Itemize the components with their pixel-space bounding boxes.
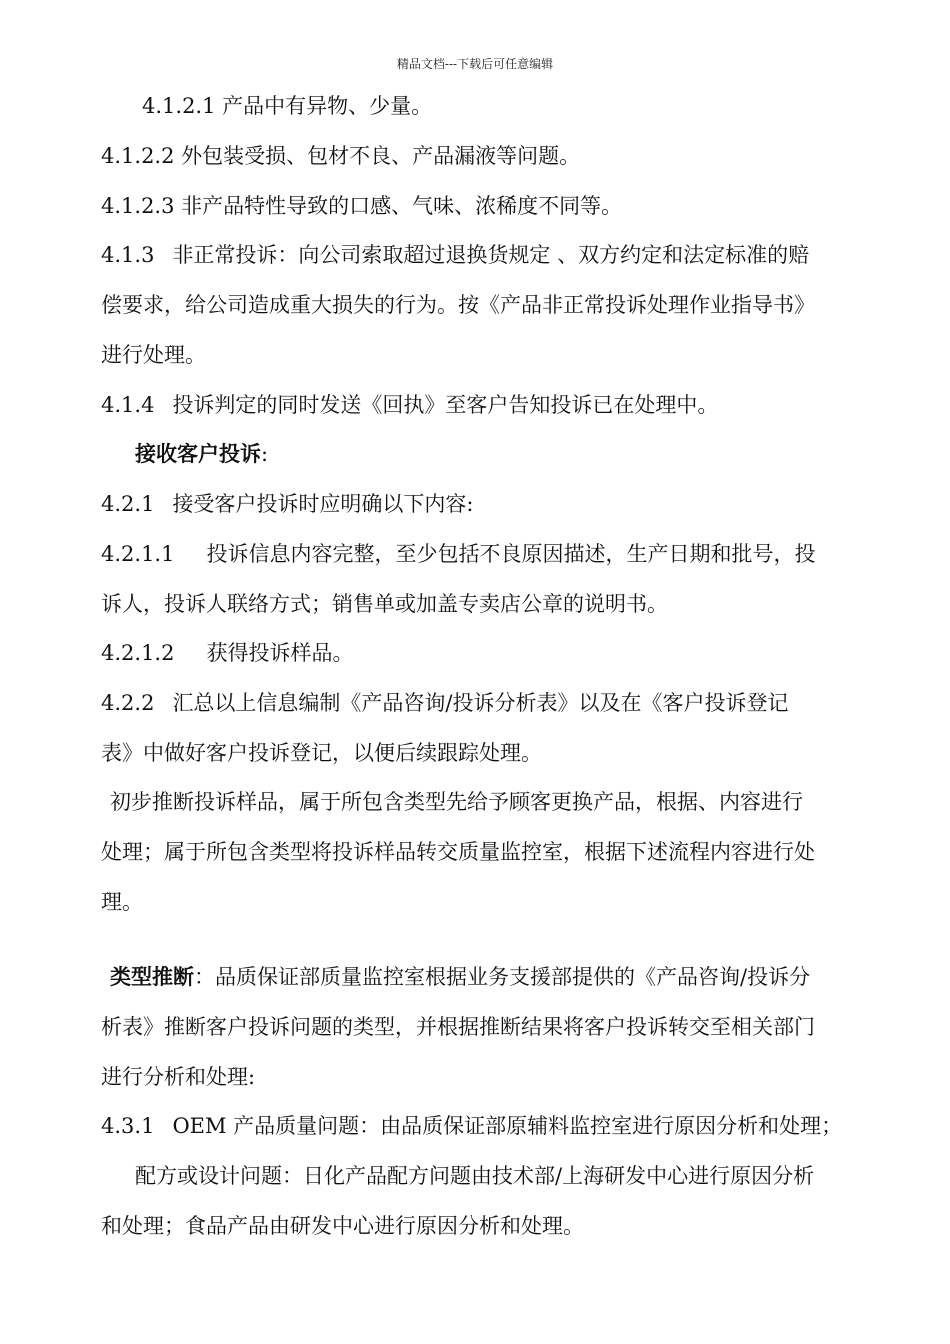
- section-heading-bold: 接收客户投诉: [135, 441, 261, 466]
- clause-4-2-1-1-cont: 诉人，投诉人联络方式；销售单或加盖专卖店公章的说明书。: [101, 592, 668, 616]
- clause-text: OEM 产品质量问题：由品质保证部原辅料监控室进行原因分析和处理；: [172, 1114, 843, 1138]
- clause-text: 投诉判定的同时发送《回执》至客户告知投诉已在处理中。: [172, 393, 719, 417]
- section-heading-colon: :: [261, 442, 269, 466]
- section-type-inference: [110, 962, 810, 992]
- clause-number: 4.2.1.2: [101, 641, 175, 665]
- clause-number: 4.2.1.1: [101, 542, 175, 566]
- clause-4-1-2-3: 4.1.2.3 非产品特性导致的口感、气味、浓稀度不同等。: [101, 194, 623, 218]
- clause-4-1-3: [101, 240, 809, 270]
- clause-4-1-2-2: 4.1.2.2 外包装受损、包材不良、产品漏液等问题。: [101, 144, 581, 168]
- clause-number: 4.2.1: [101, 492, 155, 516]
- clause-number: 4.1.3: [101, 243, 155, 267]
- section-heading-receive-complaint: [135, 439, 268, 469]
- clause-4-2-1: [101, 489, 474, 519]
- clause-text: 汇总以上信息编制《产品咨询/投诉分析表》以及在《客户投诉登记: [172, 691, 789, 715]
- clause-4-1-3-cont: 偿要求，给公司造成重大损失的行为。按《产品非正常投诉处理作业指导书》: [101, 293, 815, 317]
- clause-4-3-1: [101, 1111, 842, 1141]
- clause-number: 4.3.1: [101, 1114, 155, 1138]
- paragraph-preliminary-cont2: 理。: [101, 890, 143, 914]
- clause-number: 4.2.2: [101, 691, 155, 715]
- section-text: ：品质保证部质量监控室根据业务支援部提供的《产品咨询/投诉分: [194, 965, 811, 989]
- clause-text: 接受客户投诉时应明确以下内容:: [172, 492, 474, 516]
- clause-4-2-2-cont: 表》中做好客户投诉登记，以便后续跟踪处理。: [101, 741, 542, 765]
- section-type-inference-cont: 析表》推断客户投诉问题的类型，并根据推断结果将客户投诉转交至相关部门: [101, 1015, 815, 1039]
- paragraph-formula-design: 配方或设计问题：日化产品配方问题由技术部/上海研发中心进行原因分析: [135, 1164, 815, 1188]
- clause-4-1-4: [101, 390, 718, 420]
- paragraph-formula-design-cont: 和处理；食品产品由研发中心进行原因分析和处理。: [101, 1214, 584, 1238]
- clause-4-2-2: [101, 688, 789, 718]
- clause-text: 获得投诉样品。: [206, 641, 354, 665]
- clause-number: 4.1.4: [101, 393, 155, 417]
- section-heading-bold: 类型推断: [110, 964, 194, 989]
- clause-4-1-2-1: 4.1.2.1 产品中有异物、少量。: [142, 94, 433, 118]
- clause-4-1-3-cont2: 进行处理。: [101, 343, 206, 367]
- page-header: 精品文档---下载后可任意编辑: [396, 57, 554, 71]
- clause-text: 投诉信息内容完整，至少包括不良原因描述，生产日期和批号，投: [206, 542, 816, 566]
- paragraph-preliminary-cont: 处理；属于所包含类型将投诉样品转交质量监控室，根据下述流程内容进行处: [101, 840, 815, 864]
- section-type-inference-cont2: 进行分析和处理:: [101, 1065, 256, 1089]
- clause-4-2-1-2: [101, 638, 353, 668]
- clause-text: 非正常投诉：向公司索取超过退换货规定 、双方约定和法定标准的赔: [172, 243, 810, 267]
- paragraph-preliminary: 初步推断投诉样品，属于所包含类型先给予顾客更换产品，根据、内容进行: [110, 790, 803, 814]
- clause-4-2-1-1: [101, 539, 815, 569]
